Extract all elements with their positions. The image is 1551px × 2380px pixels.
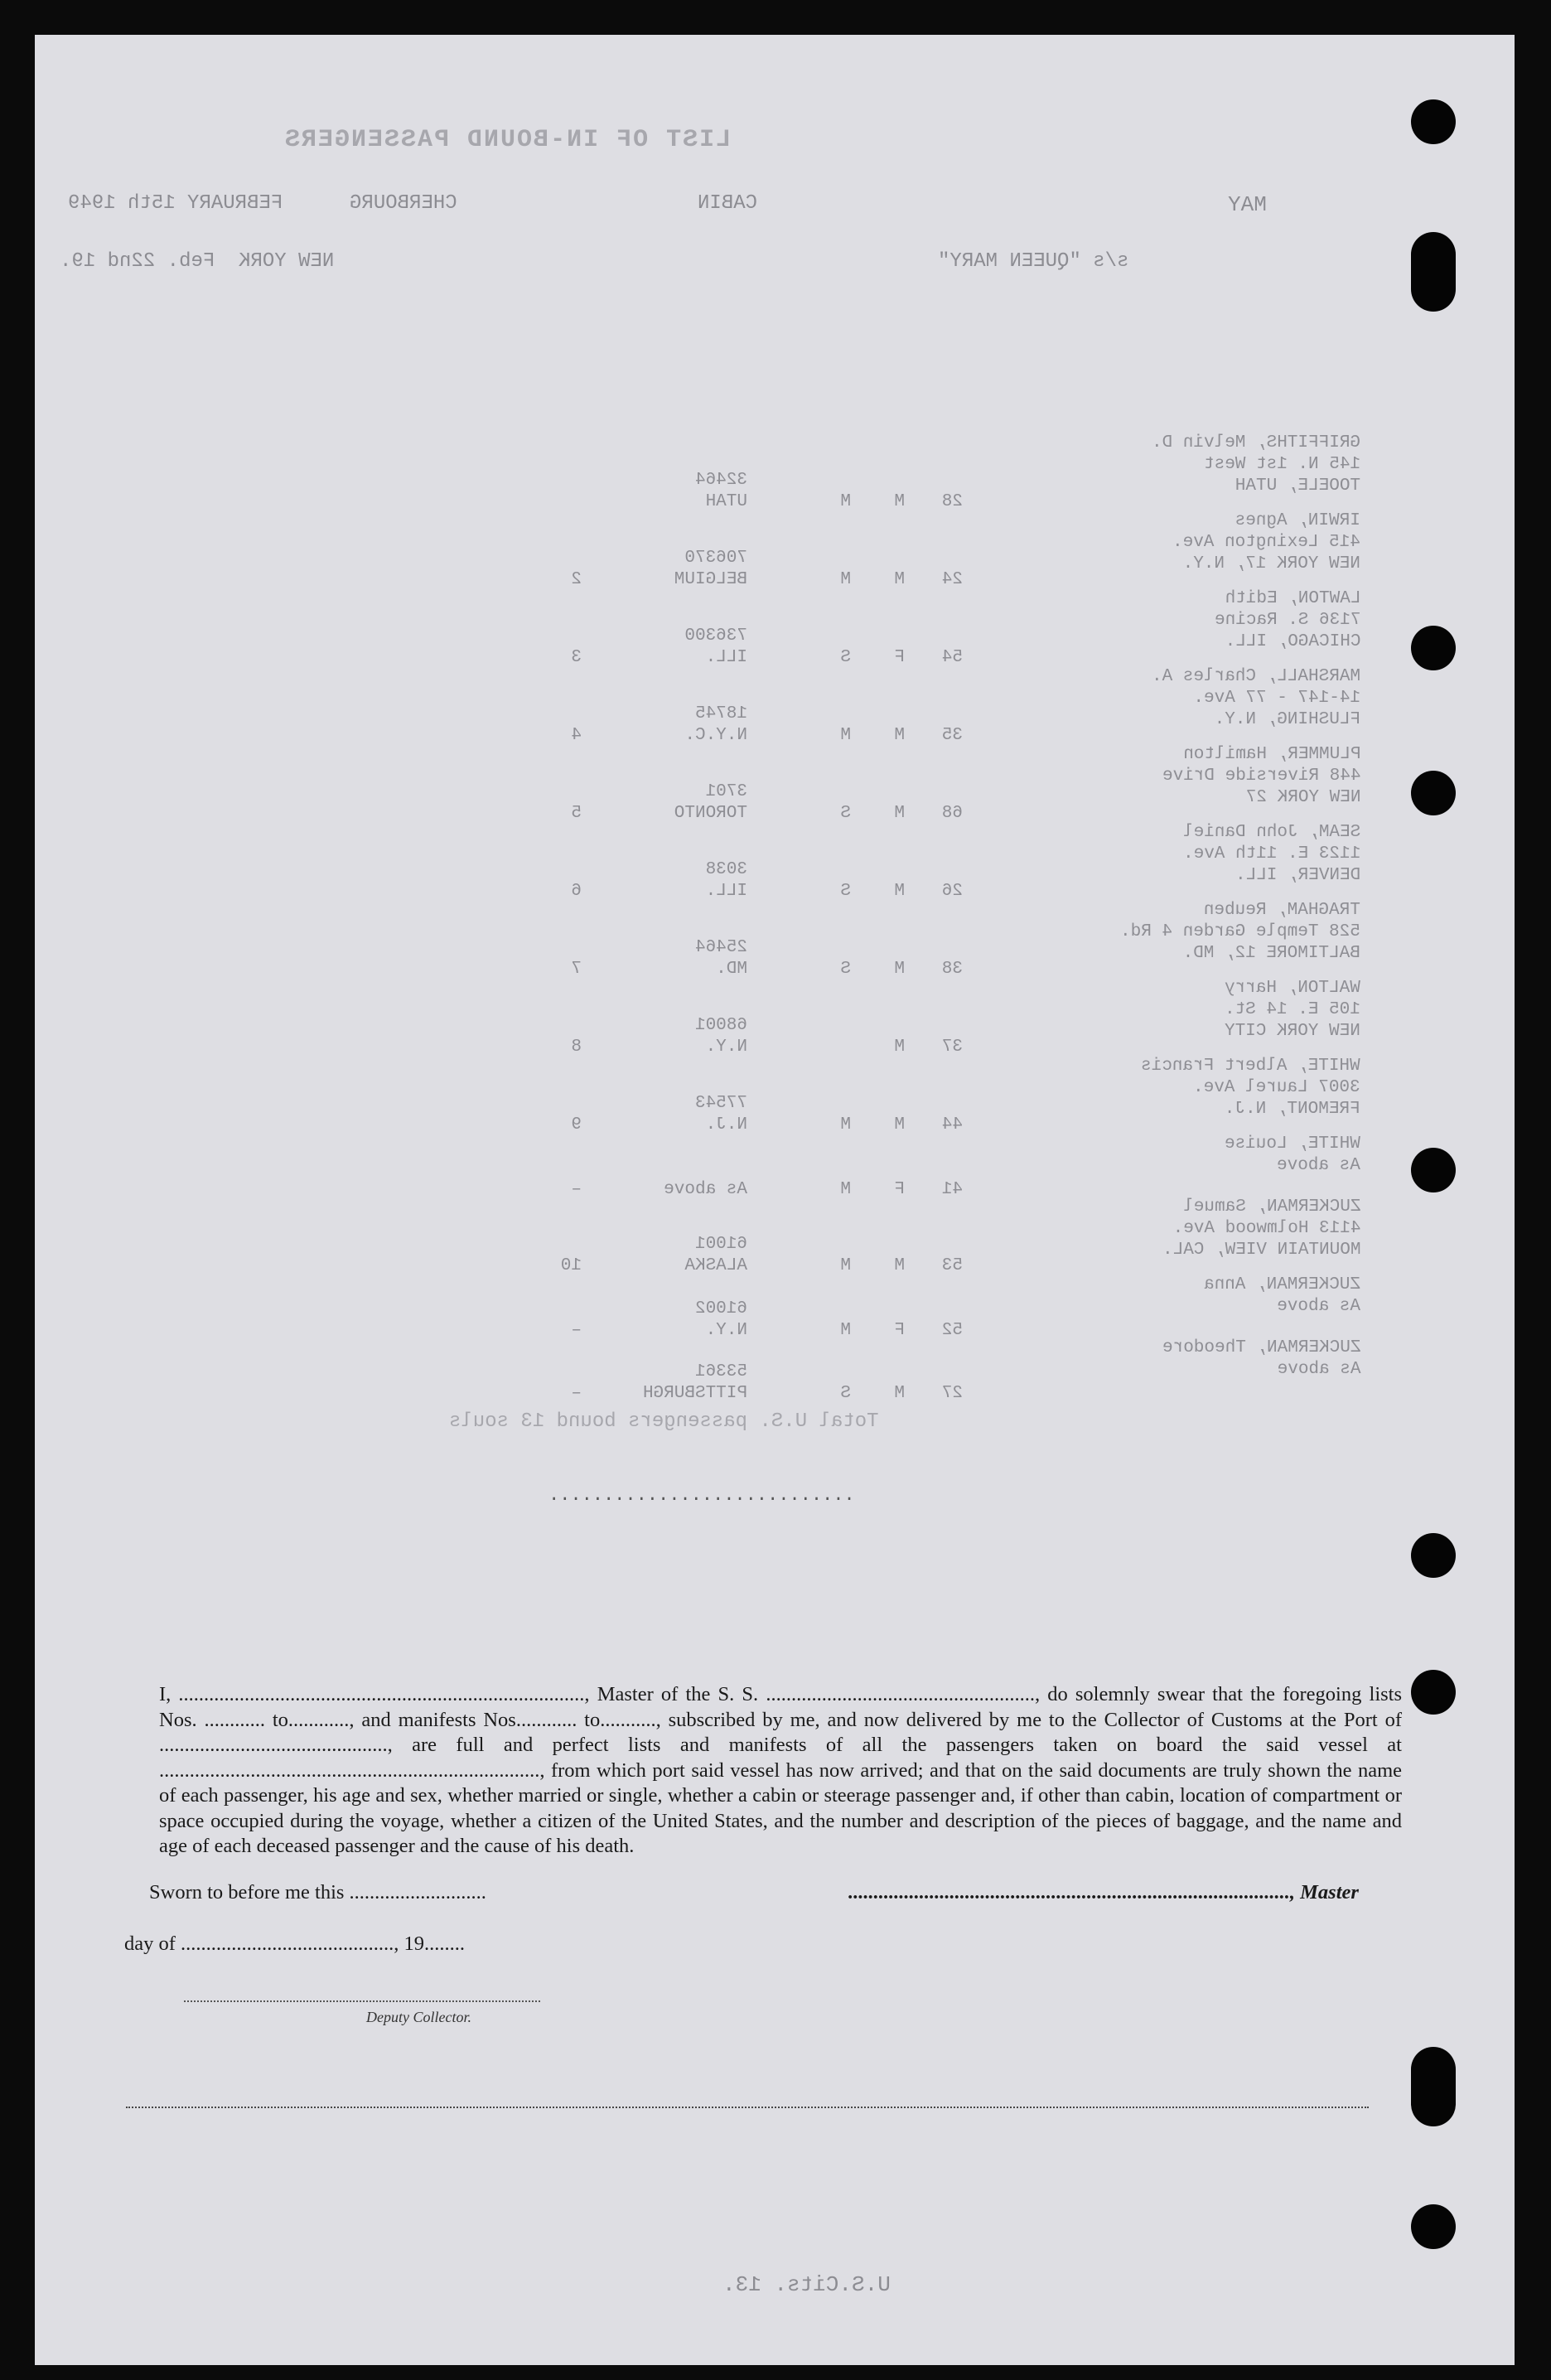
passenger-name: GRIFFITHS, Melvin D.: [1151, 433, 1360, 452]
passenger-name: WHITE, Louise: [1225, 1134, 1360, 1154]
punch-hole: [1411, 626, 1456, 670]
passenger-entry: [482, 1134, 1360, 1197]
passenger-cit: PITTSBURGH: [642, 1384, 747, 1403]
passenger-entry: [482, 1056, 1360, 1134]
passenger-doc: 706370: [684, 549, 747, 568]
passenger-sex: M: [894, 1038, 905, 1057]
passenger-name-address: [1162, 1338, 1360, 1381]
passenger-address-1: 7136 S. Racine: [1214, 611, 1360, 630]
passenger-address-2: NEW YORK CITY: [1225, 1022, 1360, 1041]
passenger-name: MARSHALL, Charles A.: [1151, 667, 1360, 686]
passenger-name-address: [1162, 1197, 1360, 1261]
passenger-columns: [482, 1008, 1029, 1057]
passenger-no: –: [571, 1321, 582, 1340]
passenger-columns: [482, 540, 1029, 589]
passenger-name-address: [1204, 1275, 1360, 1318]
passenger-entry: [482, 433, 1360, 510]
passenger-sex: F: [894, 1180, 905, 1199]
passenger-name-address: [1172, 510, 1360, 575]
passenger-no: 8: [571, 1038, 582, 1057]
passenger-doc: 736300: [684, 626, 747, 646]
passenger-name-address: [1120, 900, 1360, 965]
passenger-address-1: As above: [1277, 1297, 1360, 1316]
passenger-address-2: CHICAGO, ILL.: [1225, 632, 1360, 651]
passenger-doc: 3038: [705, 860, 747, 879]
passenger-columns: [482, 1086, 1029, 1134]
passenger-doc: 32464: [694, 471, 747, 490]
passenger-age: 38: [941, 960, 963, 979]
passenger-age: 41: [941, 1180, 963, 1199]
passenger-name: LAWTON, Edith: [1225, 589, 1360, 608]
passenger-ms: M: [840, 1321, 851, 1340]
passenger-ms: M: [840, 1180, 851, 1199]
passenger-address-1: As above: [1277, 1360, 1360, 1379]
passenger-address-1: 448 Riverside Drive: [1162, 767, 1360, 786]
passenger-columns: [482, 618, 1029, 667]
passenger-age: 54: [941, 648, 963, 667]
passenger-entry: [482, 978, 1360, 1056]
passenger-ms: S: [840, 804, 851, 823]
passenger-sex: M: [894, 1256, 905, 1275]
passenger-name: ZUCKERMAN, Samuel: [1182, 1197, 1360, 1217]
passenger-doc: 18745: [694, 704, 747, 723]
passenger-address-1: 105 E. 14 St.: [1225, 1000, 1360, 1019]
passenger-name-address: [1152, 666, 1360, 731]
punch-hole: [1411, 1533, 1456, 1578]
passenger-name-address: [1141, 1056, 1360, 1120]
passenger-address-1: 4113 Holmwood Ave.: [1172, 1219, 1360, 1238]
document-page: [35, 35, 1515, 2365]
passenger-columns: [482, 774, 1029, 823]
passenger-no: 5: [571, 804, 582, 823]
passenger-name: TRAGHAM, Reuben: [1203, 901, 1360, 920]
header-date: FEBRUARY 15th 1949: [68, 192, 283, 215]
passenger-columns: [482, 696, 1029, 745]
passenger-ms: M: [840, 492, 851, 511]
passenger-age: 52: [941, 1321, 963, 1340]
passenger-cit: As above: [664, 1180, 747, 1199]
passenger-address-1: 145 N. 1st West: [1203, 455, 1360, 474]
day-of-line: day of .........................................., 19........: [124, 1933, 466, 1955]
master-signature-line: ......................................................................................., Master: [848, 1881, 1359, 1904]
passenger-cit: ALASKA: [684, 1256, 747, 1275]
passenger-columns: [482, 1226, 1029, 1275]
passenger-sex: M: [894, 1115, 905, 1134]
passenger-entry: [482, 510, 1360, 588]
passenger-ms: S: [840, 960, 851, 979]
passenger-list: [482, 433, 1360, 1403]
oath-paragraph: [159, 1682, 1402, 1860]
punch-hole: [1411, 99, 1456, 144]
header-arrival: NEW YORK Feb. 22nd 19.: [60, 250, 335, 273]
passenger-age: 53: [941, 1256, 963, 1275]
header-port-from: CHERBOURG: [350, 192, 457, 215]
passenger-columns: [482, 1299, 1029, 1340]
passenger-name: WALTON, Harry: [1225, 979, 1360, 998]
passenger-columns: [482, 462, 1029, 511]
passenger-address-2: DENVER, ILL.: [1235, 866, 1360, 885]
passenger-no: 3: [571, 648, 582, 667]
passenger-ms: S: [840, 648, 851, 667]
passenger-age: 68: [941, 804, 963, 823]
passenger-ms: S: [840, 882, 851, 901]
bottom-rule: [126, 2107, 1369, 2108]
passenger-name-address: [1183, 822, 1360, 887]
passenger-entry: [482, 1275, 1360, 1338]
passenger-sex: F: [894, 1321, 905, 1340]
passenger-entry: [482, 822, 1360, 900]
passenger-cit: ILL.: [705, 882, 747, 901]
passenger-ms: M: [840, 570, 851, 589]
passenger-cit: N.Y.: [705, 1038, 747, 1057]
passenger-sex: M: [894, 726, 905, 745]
punch-hole: [1411, 2204, 1456, 2249]
passenger-age: 26: [941, 882, 963, 901]
passenger-no: 4: [571, 726, 582, 745]
punch-hole: [1411, 771, 1456, 815]
passenger-address-2: NEW YORK 27: [1245, 788, 1360, 807]
passenger-entry: [482, 588, 1360, 666]
passenger-address-1: 3007 Laurel Ave.: [1193, 1078, 1360, 1097]
passenger-no: 7: [571, 960, 582, 979]
passenger-name: PLUMMER, Hamilton: [1182, 745, 1360, 764]
passenger-age: 37: [941, 1038, 963, 1057]
passenger-age: 44: [941, 1115, 963, 1134]
passenger-name-address: [1225, 978, 1360, 1042]
passenger-name: ZUCKERMAN, Anna: [1203, 1275, 1360, 1294]
deputy-collector-label: Deputy Collector.: [366, 2009, 471, 2025]
passenger-no: –: [571, 1180, 582, 1199]
passenger-name-address: [1162, 744, 1360, 809]
passenger-address-2: MOUNTAIN VIEW, CAL.: [1162, 1241, 1360, 1260]
passenger-name: IRWIN, Agnes: [1235, 511, 1360, 530]
passenger-no: 2: [571, 570, 582, 589]
oath-text: I, ................................................................................, Master of the S. S. ....................................................., do solemnly swear that the foregoing lists Nos. ............ to............, and manifests Nos............ to..........., subscribed by me, and now delivered by me to the Collector of Customs at the Port of ............................................., are full and perfect lists and manifests of all the passengers taken on board the said vessel at ..........................................................................., from which port said vessel has now arrived; and that on the said documents are truly shown the name of each passenger, his age and sex, whether married or single, whether a cabin or steerage passenger and, if other than cabin, location of compartment or space occupied during the voyage, whether a citizen of the United States, and the number and description of the pieces of baggage, and the name and age of each deceased passenger and the cause of his death.: [159, 1683, 1402, 1857]
passenger-address-2: BALTIMORE 12, MD.: [1182, 944, 1360, 963]
passenger-address-2: NEW YORK 17, N.Y.: [1182, 554, 1360, 573]
passenger-address-1: 415 Lexington Ave.: [1172, 533, 1360, 552]
passenger-age: 28: [941, 492, 963, 511]
passenger-address-2: FREMONT, N.J.: [1225, 1100, 1360, 1119]
passenger-doc: 25464: [694, 938, 747, 957]
passenger-entry: [482, 1338, 1360, 1403]
passenger-entry: [482, 744, 1360, 822]
passenger-cit: N.J.: [705, 1115, 747, 1134]
passenger-entry: [482, 666, 1360, 744]
passenger-cit: BELGIUM: [674, 570, 747, 589]
passenger-name: WHITE, Albert Francis: [1141, 1057, 1360, 1076]
passenger-sex: M: [894, 492, 905, 511]
passenger-name-address: [1152, 433, 1360, 497]
passenger-sex: F: [894, 648, 905, 667]
signature-dots: ............................: [548, 1485, 855, 1506]
passenger-sex: M: [894, 960, 905, 979]
sworn-line: Sworn to before me this ...........................: [149, 1881, 486, 1904]
passenger-no: –: [571, 1384, 582, 1403]
deputy-rule: [184, 2000, 540, 2002]
passenger-cit: UTAH: [705, 492, 747, 511]
passenger-ms: M: [840, 1256, 851, 1275]
passenger-name: ZUCKERMAN, Theodore: [1162, 1338, 1360, 1357]
passenger-address-1: 1123 E. 11th Ave.: [1182, 844, 1360, 863]
passenger-age: 27: [941, 1384, 963, 1403]
passenger-sex: M: [894, 570, 905, 589]
passenger-address-2: TOOELE, UTAH: [1235, 476, 1360, 496]
punch-hole: [1411, 1670, 1456, 1715]
passenger-address-1: As above: [1277, 1156, 1360, 1175]
passenger-doc: 77543: [694, 1094, 747, 1113]
passenger-cit: MD.: [716, 960, 747, 979]
header-page-mark: MAY: [1228, 192, 1267, 217]
passenger-doc: 3701: [705, 782, 747, 801]
passenger-no: 10: [560, 1256, 582, 1275]
passenger-address-1: 14-147 - 77 Ave.: [1193, 689, 1360, 708]
passenger-name-address: [1225, 1134, 1360, 1177]
header-title: LIST OF IN-BOUND PASSENGERS: [283, 126, 732, 154]
passenger-age: 24: [941, 570, 963, 589]
bottom-citizens-count: U.S.Cits. 13.: [722, 2272, 891, 2297]
passenger-address-1: 528 Temple Garden 4 Rd.: [1120, 922, 1360, 941]
passenger-ms: S: [840, 1384, 851, 1403]
passenger-no: 9: [571, 1115, 582, 1134]
passenger-cit: TORONTO: [674, 804, 747, 823]
passenger-address-2: FLUSHING, N.Y.: [1214, 710, 1360, 729]
passenger-columns: [482, 930, 1029, 979]
passenger-entry: [482, 900, 1360, 978]
passenger-sex: M: [894, 1384, 905, 1403]
passenger-name: SEAM, John Daniel: [1182, 823, 1360, 842]
passenger-doc: 68001: [694, 1016, 747, 1035]
passenger-no: 6: [571, 882, 582, 901]
passenger-columns: [482, 1362, 1029, 1403]
total-line: Total U.S. passengers bound 13 souls: [449, 1410, 879, 1433]
passenger-cit: N.Y.: [705, 1321, 747, 1340]
header-ship: s/s "QUEEN MARY": [938, 250, 1129, 273]
passenger-cit: N.Y.C.: [684, 726, 747, 745]
passenger-columns: [482, 852, 1029, 901]
header-class: CABIN: [698, 192, 758, 215]
passenger-sex: M: [894, 804, 905, 823]
passenger-ms: M: [840, 726, 851, 745]
passenger-age: 35: [941, 726, 963, 745]
punch-hole: [1411, 2047, 1456, 2126]
passenger-ms: M: [840, 1115, 851, 1134]
passenger-doc: 61001: [694, 1235, 747, 1254]
punch-hole: [1411, 1148, 1456, 1192]
passenger-columns: [482, 1163, 1029, 1197]
passenger-entry: [482, 1197, 1360, 1275]
punch-hole: [1411, 232, 1456, 312]
passenger-sex: M: [894, 882, 905, 901]
passenger-doc: 61002: [694, 1299, 747, 1318]
passenger-cit: ILL.: [705, 648, 747, 667]
passenger-name-address: [1215, 588, 1360, 653]
passenger-doc: 53361: [694, 1362, 747, 1381]
